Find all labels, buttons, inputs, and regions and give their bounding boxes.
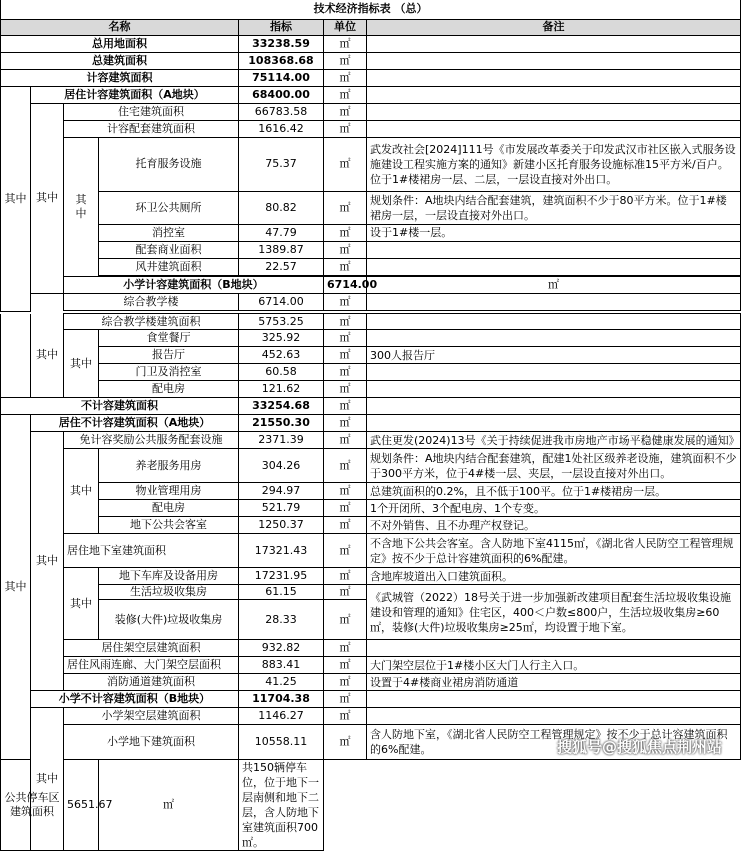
row-value: 325.92 — [239, 330, 324, 347]
row-unit: ㎡ — [324, 364, 367, 381]
row-note: 《武城管（2022）18号关于进一步加强新改建项目配套生活垃圾收集设施建设和管理的通知》住宅区，400＜户数≤800户，生活垃圾收集房≥60㎡，装修(大件)垃圾收集房≥25㎡，均设置于地下室。 — [367, 585, 741, 640]
row-unit: ㎡ — [324, 86, 367, 103]
row-note: 共150辆停车位，位于地下一层南侧和地下二层，含人防地下室建筑面积700㎡。 — [239, 760, 324, 851]
row-name: 环卫公共厕所 — [99, 191, 239, 224]
row-note: 不对外销售、且不办理产权登记。 — [367, 517, 741, 534]
row-note — [367, 86, 741, 103]
row-note: 不含地下公共会客室。含人防地下室4115㎡，《湖北省人民防空工程管理规定》按不少于总计容建筑面积的6%配建。 — [367, 534, 741, 568]
row-name: 小学地下建筑面积 — [64, 725, 239, 760]
row-unit: ㎡ — [324, 191, 367, 224]
row-unit: ㎡ — [324, 293, 367, 310]
row-unit: ㎡ — [324, 330, 367, 347]
row-unit: ㎡ — [324, 600, 367, 640]
group-label-qi: 其 — [75, 192, 87, 206]
group-label: 其中 — [31, 432, 64, 691]
row-name: 小学架空层建筑面积 — [64, 708, 239, 725]
row-note — [367, 52, 741, 69]
row-name: 地下公共会客室 — [99, 517, 239, 534]
row-value: 1616.42 — [239, 120, 324, 137]
row-name: 配套商业面积 — [99, 241, 239, 258]
row-note — [367, 314, 741, 330]
row-name: 物业管理用房 — [99, 483, 239, 500]
row-name: 综合教学楼 — [64, 293, 239, 310]
row-note — [367, 35, 741, 52]
row-note: 300人报告厅 — [367, 347, 741, 364]
row-note: 含地库坡道出入口建筑面积。 — [367, 568, 741, 585]
row-unit: ㎡ — [324, 708, 367, 725]
group-label: 其中 — [31, 314, 64, 398]
row-name: 养老服务用房 — [99, 449, 239, 483]
row-name: 门卫及消控室 — [99, 364, 239, 381]
row-note: 规划条件：A地块内结合配套建筑，建筑面积不少于80平方米。位于1#楼裙房一层，一层设直接对外出口。 — [367, 191, 741, 224]
row-note: 武住更发(2024)13号《关于持续促进我市房地产市场平稳健康发展的通知》 — [367, 432, 741, 449]
row-value: 28.33 — [239, 600, 324, 640]
group-label: 其中 — [31, 708, 64, 851]
row-value: 1250.37 — [239, 517, 324, 534]
row-name: 消控室 — [99, 224, 239, 241]
row-name: 公共停车区建筑面积 — [1, 760, 64, 851]
row-note — [367, 381, 741, 398]
row-value: 60.58 — [239, 364, 324, 381]
row-value: 1146.27 — [239, 708, 324, 725]
group-label: 其中 — [31, 103, 64, 293]
group-label: 其中 — [64, 568, 99, 640]
row-name: 配电房 — [99, 500, 239, 517]
row-name: 地下车库及设备用房 — [99, 568, 239, 585]
row-unit: ㎡ — [324, 137, 367, 191]
row-name: 免计容奖励公共服务配套设施 — [64, 432, 239, 449]
row-unit: ㎡ — [324, 398, 367, 415]
table-title: 技术经济指标表 （总） — [1, 0, 741, 19]
row-unit: ㎡ — [324, 534, 367, 568]
row-name: 配电房 — [99, 381, 239, 398]
header-name: 名称 — [1, 19, 239, 35]
row-note — [367, 708, 741, 725]
row-name: 计容配套建筑面积 — [64, 120, 239, 137]
row-value: 21550.30 — [239, 415, 324, 432]
row-note — [367, 120, 741, 137]
row-unit: ㎡ — [324, 35, 367, 52]
row-unit: ㎡ — [324, 674, 367, 691]
row-name: 居住计容建筑面积（A地块） — [31, 86, 239, 103]
row-value: 304.26 — [239, 449, 324, 483]
row-note: 大门架空层位于1#楼小区大门人行主入口。 — [367, 657, 741, 674]
row-unit: ㎡ — [324, 347, 367, 364]
watermark: 搜狐号@搜狐焦点荆州站 — [556, 738, 722, 756]
spacer-cell — [1, 314, 31, 398]
row-value: 452.63 — [239, 347, 324, 364]
row-name: 报告厅 — [99, 347, 239, 364]
row-name: 小学计容建筑面积（B地块） — [64, 276, 324, 293]
row-value: 80.82 — [239, 191, 324, 224]
row-name: 综合教学楼建筑面积 — [64, 314, 239, 330]
row-unit: ㎡ — [324, 120, 367, 137]
row-unit: ㎡ — [324, 585, 367, 600]
row-note — [367, 293, 741, 310]
row-name: 住宅建筑面积 — [64, 103, 239, 120]
row-value: 521.79 — [239, 500, 324, 517]
group-label-zhong: 中 — [75, 206, 87, 220]
row-unit: ㎡ — [324, 568, 367, 585]
group-label: 其中 — [64, 449, 99, 534]
row-name: 居住不计容建筑面积（A地块） — [31, 415, 239, 432]
tech-econ-table-lower — [0, 313, 741, 851]
row-note — [367, 330, 741, 347]
row-note — [367, 241, 741, 258]
row-note: 1个开闭所、3个配电房、1个专变。 — [367, 500, 741, 517]
row-name: 不计容建筑面积 — [1, 398, 239, 415]
row-value: 883.41 — [239, 657, 324, 674]
row-unit: ㎡ — [367, 276, 741, 293]
row-name: 装修(大件)垃圾收集房 — [99, 600, 239, 640]
row-unit: ㎡ — [324, 517, 367, 534]
row-unit: ㎡ — [324, 657, 367, 674]
row-value: 294.97 — [239, 483, 324, 500]
row-unit: ㎡ — [324, 103, 367, 120]
row-value: 1389.87 — [239, 241, 324, 258]
row-note — [367, 691, 741, 708]
row-note: 设置于4#楼商业裙房消防通道 — [367, 674, 741, 691]
row-note — [367, 258, 741, 275]
row-value: 6714.00 — [239, 293, 324, 310]
row-name: 生活垃圾收集房 — [99, 585, 239, 600]
row-value: 22.57 — [239, 258, 324, 275]
row-unit: ㎡ — [324, 241, 367, 258]
row-value: 47.79 — [239, 224, 324, 241]
row-name: 居住架空层建筑面积 — [64, 640, 239, 657]
row-note — [367, 398, 741, 415]
row-value: 61.15 — [239, 585, 324, 600]
row-note: 规划条件：A地块内结合配套建筑，配建1处社区级养老设施，建筑面积不少于300平方米，位于4#楼一层、夹层，一层设直接对外出口。 — [367, 449, 741, 483]
header-note: 备注 — [367, 19, 741, 35]
row-unit: ㎡ — [324, 69, 367, 86]
row-name: 总建筑面积 — [1, 52, 239, 69]
row-name: 托育服务设施 — [99, 137, 239, 191]
row-name: 小学不计容建筑面积（B地块） — [31, 691, 239, 708]
row-unit: ㎡ — [324, 449, 367, 483]
tech-econ-table — [0, 0, 741, 312]
row-name: 食堂餐厅 — [99, 330, 239, 347]
row-unit: ㎡ — [324, 52, 367, 69]
row-unit: ㎡ — [324, 691, 367, 708]
row-unit: ㎡ — [324, 224, 367, 241]
row-value: 6714.00 — [324, 276, 367, 293]
row-value: 41.25 — [239, 674, 324, 691]
group-label: 其中 — [1, 415, 31, 760]
row-note: 设于1#楼一层。 — [367, 224, 741, 241]
spacer-cell — [31, 293, 64, 310]
row-value: 75.37 — [239, 137, 324, 191]
row-value: 932.82 — [239, 640, 324, 657]
row-value: 33238.59 — [239, 35, 324, 52]
row-unit: ㎡ — [324, 258, 367, 275]
row-unit: ㎡ — [324, 640, 367, 657]
row-name: 计容建筑面积 — [1, 69, 239, 86]
row-note — [367, 69, 741, 86]
row-value: 68400.00 — [239, 86, 324, 103]
row-value: 75114.00 — [239, 69, 324, 86]
row-unit: ㎡ — [324, 432, 367, 449]
group-label-qizhong — [64, 137, 99, 276]
row-value: 17231.95 — [239, 568, 324, 585]
row-value: 5753.25 — [239, 314, 324, 330]
row-note: 含人防地下室，《湖北省人民防空工程管理规定》按不少于总计容建筑面积的6%配建。 — [367, 725, 741, 760]
row-name: 风井建筑面积 — [99, 258, 239, 275]
row-unit: ㎡ — [324, 415, 367, 432]
row-name: 总用地面积 — [1, 35, 239, 52]
row-note — [367, 364, 741, 381]
row-value: 121.62 — [239, 381, 324, 398]
row-unit: ㎡ — [324, 500, 367, 517]
row-value: 2371.39 — [239, 432, 324, 449]
row-value: 108368.68 — [239, 52, 324, 69]
group-label: 其中 — [64, 330, 99, 398]
row-value: 33254.68 — [239, 398, 324, 415]
header-value: 指标 — [239, 19, 324, 35]
row-note — [367, 640, 741, 657]
row-unit: ㎡ — [324, 381, 367, 398]
row-name: 居住地下室建筑面积 — [64, 534, 239, 568]
header-unit: 单位 — [324, 19, 367, 35]
row-value: 17321.43 — [239, 534, 324, 568]
group-label: 其中 — [1, 86, 31, 311]
row-value: 66783.58 — [239, 103, 324, 120]
row-value: 10558.11 — [239, 725, 324, 760]
row-unit: ㎡ — [324, 314, 367, 330]
row-note: 武发改社会[2024]111号《市发展改革委关于印发武汉市社区嵌入式服务设施建设工程实施方案的通知》新建小区托育服务设施标准15平方米/百户。位于1#楼裙房一层、二层，一层设直接对外出口。 — [367, 137, 741, 191]
row-name: 消防通道建筑面积 — [64, 674, 239, 691]
row-unit: ㎡ — [324, 483, 367, 500]
row-value: 5651.67 — [64, 760, 99, 851]
row-note: 总建筑面积的0.2%，且不低于100平。位于1#楼裙房一层。 — [367, 483, 741, 500]
row-unit: ㎡ — [99, 760, 239, 851]
row-value: 11704.38 — [239, 691, 324, 708]
row-note — [367, 415, 741, 432]
row-note — [367, 103, 741, 120]
row-name: 居住风雨连廊、大门架空层面积 — [64, 657, 239, 674]
row-unit: ㎡ — [324, 725, 367, 760]
